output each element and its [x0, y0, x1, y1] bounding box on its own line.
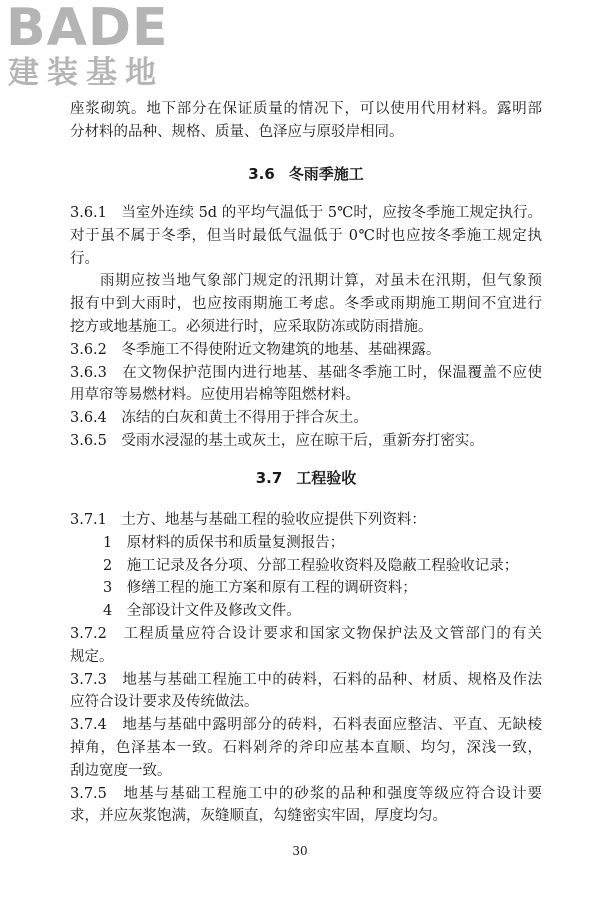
clause-3-7-5: 3.7.5 地基与基础工程施工中的砂浆的品种和强度等级应符合设计要 [70, 785, 542, 802]
text-line: 对于虽不属于冬季，但当时最低气温低于 0℃时也应按冬季施工规定执 [70, 227, 542, 244]
text-line: 刮边宽度一致。 [70, 762, 172, 779]
list-item: 4 全部设计文件及修改文件。 [103, 603, 301, 620]
bade-logo [6, 2, 186, 102]
section-number: 3.6 [248, 165, 275, 183]
text-line: 应符合设计要求及传统做法。 [70, 694, 259, 711]
clause-3-7-2: 3.7.2 工程质量应符合设计要求和国家文物保护法及文管部门的有关 [70, 625, 542, 642]
clause-3-6-2: 3.6.2 冬季施工不得使附近文物建筑的地基、基础裸露。 [70, 341, 441, 358]
text-line: 用草帘等易燃材料。应使用岩棉等阻燃材料。 [70, 387, 360, 404]
clause-3-6-3: 3.6.3 在文物保护范围内进行地基、基础冬季施工时，保温覆盖不应使 [70, 364, 542, 381]
clause-3-6-5: 3.6.5 受雨水浸湿的基土或灰土，应在晾干后，重新夯打密实。 [70, 432, 484, 449]
clause-3-7-1: 3.7.1 土方、地基与基础工程的验收应提供下列资料： [70, 512, 426, 528]
text-line: 座浆砌筑。地下部分在保证质量的情况下，可以使用代用材料。露明部 [70, 101, 542, 117]
page-number: 30 [292, 844, 308, 858]
list-item: 3 修缮工程的施工方案和原有工程的调研资料； [103, 580, 417, 597]
text-line: 求，并应灰浆饱满，灰缝顺直，勾缝密实牢固，厚度均匀。 [70, 808, 447, 825]
section-title: 冬雨季施工 [288, 165, 364, 183]
clause-3-7-4: 3.7.4 地基与基础中露明部分的砖料，石料表面应整洁、平直、无缺棱 [70, 717, 542, 734]
clause-3-7-3: 3.7.3 地基与基础工程施工中的砖料，石料的品种、材质、规格及作法 [70, 671, 542, 688]
section-title: 工程验收 [296, 469, 357, 487]
text-line: 报有中到大雨时，也应按雨期施工考虑。冬季或雨期施工期间不宜进行 [70, 296, 542, 313]
list-item: 2 施工记录及各分项、分部工程验收资料及隐蔽工程验收记录； [103, 557, 519, 574]
section-heading-3-7 [70, 467, 542, 489]
text-line: 掉角，色泽基本一致。石料剁斧的斧印应基本直顺、均匀，深浅一致， [70, 739, 542, 756]
list-item: 1 原材料的质保书和质量复测报告； [103, 534, 345, 551]
intro-paragraph [70, 98, 542, 144]
text-line: 分材料的品种、规格、质量、色泽应与原驳岸相同。 [70, 123, 404, 140]
section-number: 3.7 [255, 469, 283, 487]
section-3-7-body [70, 509, 542, 828]
text-line: 规定。 [70, 648, 114, 665]
section-3-6-body [70, 202, 542, 453]
text-line: 行。 [70, 250, 99, 267]
text-line: 挖方或地基施工。必须进行时，应采取防冻或防雨措施。 [70, 318, 433, 335]
logo-wordmark: BADE [6, 0, 169, 58]
section-heading-3-6 [70, 163, 542, 185]
clause-3-6-4: 3.6.4 冻结的白灰和黄土不得用于拌合灰土。 [70, 410, 368, 427]
text-line: 雨期应按当地气象部门规定的汛期计算，对虽未在汛期，但气象预 [100, 273, 542, 290]
clause-3-6-1: 3.6.1 当室外连续 5d 的平均气温低于 5℃时，应按冬季施工规定执行。 [70, 205, 542, 221]
logo-subtitle: 建装基地 [8, 55, 164, 91]
